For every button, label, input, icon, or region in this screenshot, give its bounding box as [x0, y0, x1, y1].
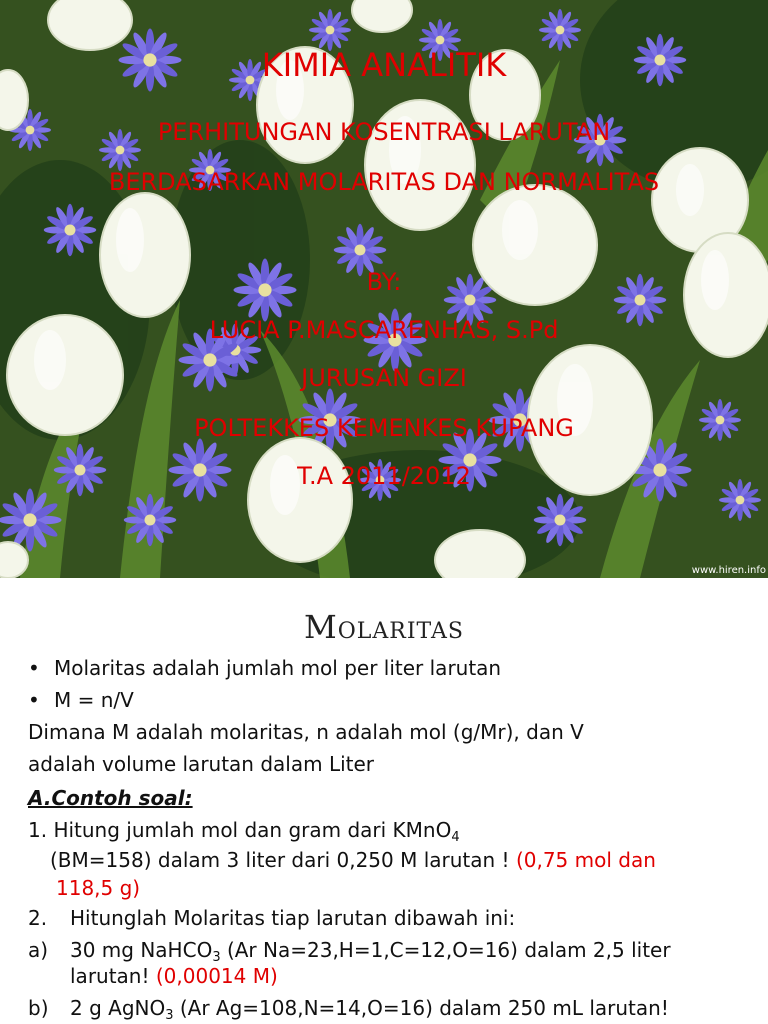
- question-2b-text: 2 g AgNO: [70, 996, 166, 1020]
- definition-line-2: adalah volume larutan dalam Liter: [28, 752, 375, 776]
- image-watermark: www.hiren.info: [691, 565, 766, 576]
- question-2: [28, 906, 515, 930]
- bullet-text: M = n/V: [54, 688, 134, 712]
- bullet-item: [28, 688, 134, 712]
- question-2a: [28, 938, 671, 965]
- department-name: JURUSAN GIZI: [301, 364, 467, 392]
- question-1-text: 1. Hitung jumlah mol dan gram dari KMnO: [28, 818, 452, 842]
- question-2a-answer: (0,00014 M): [155, 964, 278, 988]
- question-1-body: (BM=158) dalam 3 liter dari 0,250 M larutan !: [50, 848, 516, 872]
- question-2-text: Hitunglah Molaritas tiap larutan dibawah ini:: [70, 906, 516, 930]
- academic-year: T.A 2011/2012: [297, 462, 471, 490]
- subscript: 4: [451, 830, 460, 845]
- bullet-item: [28, 656, 501, 680]
- section-heading: A.Contoh soal:: [28, 786, 193, 810]
- slide-title: Molaritas: [304, 608, 464, 646]
- institution-name: POLTEKKES KEMENKES KUPANG: [194, 414, 574, 442]
- question-2a-label: a): [28, 938, 49, 962]
- question-2b: [28, 996, 669, 1023]
- question-2a-text: 30 mg NaHCO: [70, 938, 213, 962]
- question-1: [28, 818, 460, 845]
- bullet-marker: •: [28, 656, 40, 680]
- question-1-line-2: [50, 848, 656, 872]
- question-2-label: 2.: [28, 906, 48, 930]
- question-1-answer: (0,75 mol dan: [515, 848, 656, 872]
- molaritas-slide: [0, 578, 768, 1024]
- subtitle-line-1: PERHITUNGAN KOSENTRASI LARUTAN: [157, 118, 611, 146]
- subscript: 3: [212, 950, 221, 965]
- definition-line-1: Dimana M adalah molaritas, n adalah mol (g/Mr), dan V: [28, 720, 584, 744]
- question-2b-label: b): [28, 996, 49, 1020]
- question-2a-line-2: [70, 964, 278, 988]
- question-2a-text-cont: (Ar Na=23,H=1,C=12,O=16) dalam 2,5 liter: [220, 938, 671, 962]
- presentation-title: KIMIA ANALITIK: [261, 46, 507, 84]
- bullet-marker: •: [28, 688, 40, 712]
- question-2b-text-cont: (Ar Ag=108,N=14,O=16) dalam 250 mL larutan!: [173, 996, 669, 1020]
- by-label: BY:: [366, 268, 402, 296]
- question-1-answer-cont: 118,5 g): [56, 876, 141, 900]
- subtitle-line-2: BERDASARKAN MOLARITAS DAN NORMALITAS: [108, 168, 660, 196]
- author-name: LUCIA P.MASCARENHAS, S.Pd: [209, 316, 559, 344]
- subscript: 3: [165, 1008, 174, 1023]
- question-2a-body: larutan!: [70, 964, 156, 988]
- bullet-text: Molaritas adalah jumlah mol per liter larutan: [54, 656, 502, 680]
